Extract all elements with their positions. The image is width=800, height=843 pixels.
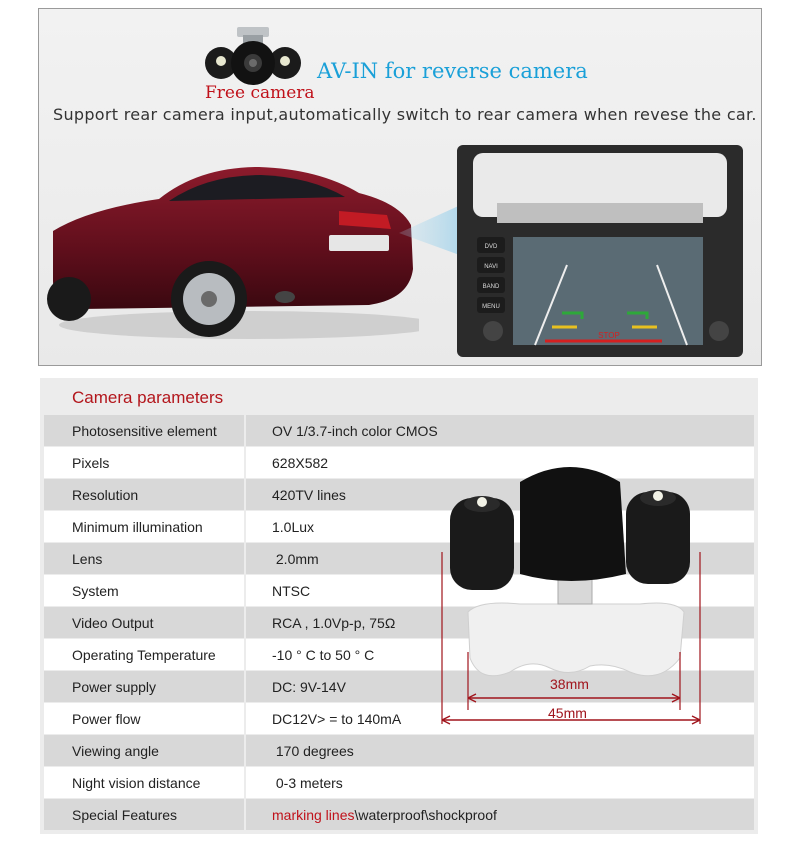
parameter-value: -10 ° C to 50 ° C	[272, 647, 375, 663]
parameter-label: Power flow	[72, 711, 141, 727]
parameter-value	[272, 807, 497, 823]
parameter-value: DC12V> = to 140mA	[272, 711, 402, 727]
parameter-label: Video Output	[72, 615, 154, 631]
car-image	[39, 149, 419, 349]
parameter-label: Operating Temperature	[72, 647, 216, 663]
stereo-button-dvd: DVD	[484, 244, 498, 250]
feature-highlight: marking lines	[272, 807, 355, 823]
stop-label: STOP	[598, 331, 620, 340]
parameter-value: 420TV lines	[272, 487, 346, 503]
parameter-label: Special Features	[72, 807, 178, 823]
parameter-label: Pixels	[72, 455, 110, 471]
parameter-label: Viewing angle	[72, 743, 159, 759]
banner-subtitle: Support rear camera input,automatically switch to rear camera when revese the car.	[53, 105, 757, 124]
free-camera-label: Free camera	[205, 83, 315, 103]
stereo-button-band: BAND	[482, 284, 500, 290]
parameter-row	[40, 767, 758, 798]
stereo-button-navi: NAVI	[484, 264, 498, 270]
parameter-label: System	[72, 583, 119, 599]
parameter-label: Night vision distance	[72, 775, 201, 791]
banner-title: AV-IN for reverse camera	[317, 59, 588, 83]
parameter-value: NTSC	[272, 583, 311, 599]
parameter-value: RCA , 1.0Vp-p, 75Ω	[272, 615, 396, 631]
parameter-value: DC: 9V-14V	[272, 679, 346, 695]
reverse-camera-banner	[38, 8, 762, 366]
parameter-label: Minimum illumination	[72, 519, 203, 535]
parameter-row	[40, 799, 758, 830]
parameter-value: 170 degrees	[272, 743, 354, 759]
parameter-value: OV 1/3.7-inch color CMOS	[272, 423, 438, 439]
parameter-value: 2.0mm	[272, 551, 319, 567]
parameter-row	[40, 735, 758, 766]
camera-parameters-title: Camera parameters	[72, 388, 224, 407]
feature-rest: \waterproof\shockproof	[354, 807, 497, 823]
free-camera-image	[199, 25, 307, 87]
parameter-label: Lens	[72, 551, 103, 567]
dimension-outer-label: 45mm	[548, 705, 587, 721]
dimension-inner-label: 38mm	[550, 676, 589, 692]
camera-dimension-image	[440, 462, 702, 734]
parameter-value: 1.0Lux	[272, 519, 315, 535]
parameter-label: Photosensitive element	[72, 423, 217, 439]
car-stereo-image	[457, 145, 743, 357]
parameter-row	[40, 415, 758, 446]
parameter-label: Power supply	[72, 679, 157, 695]
stereo-button-menu: MENU	[482, 304, 500, 310]
parameter-value: 628X582	[272, 455, 329, 471]
parameter-value: 0-3 meters	[272, 775, 343, 791]
parameter-label: Resolution	[72, 487, 139, 503]
